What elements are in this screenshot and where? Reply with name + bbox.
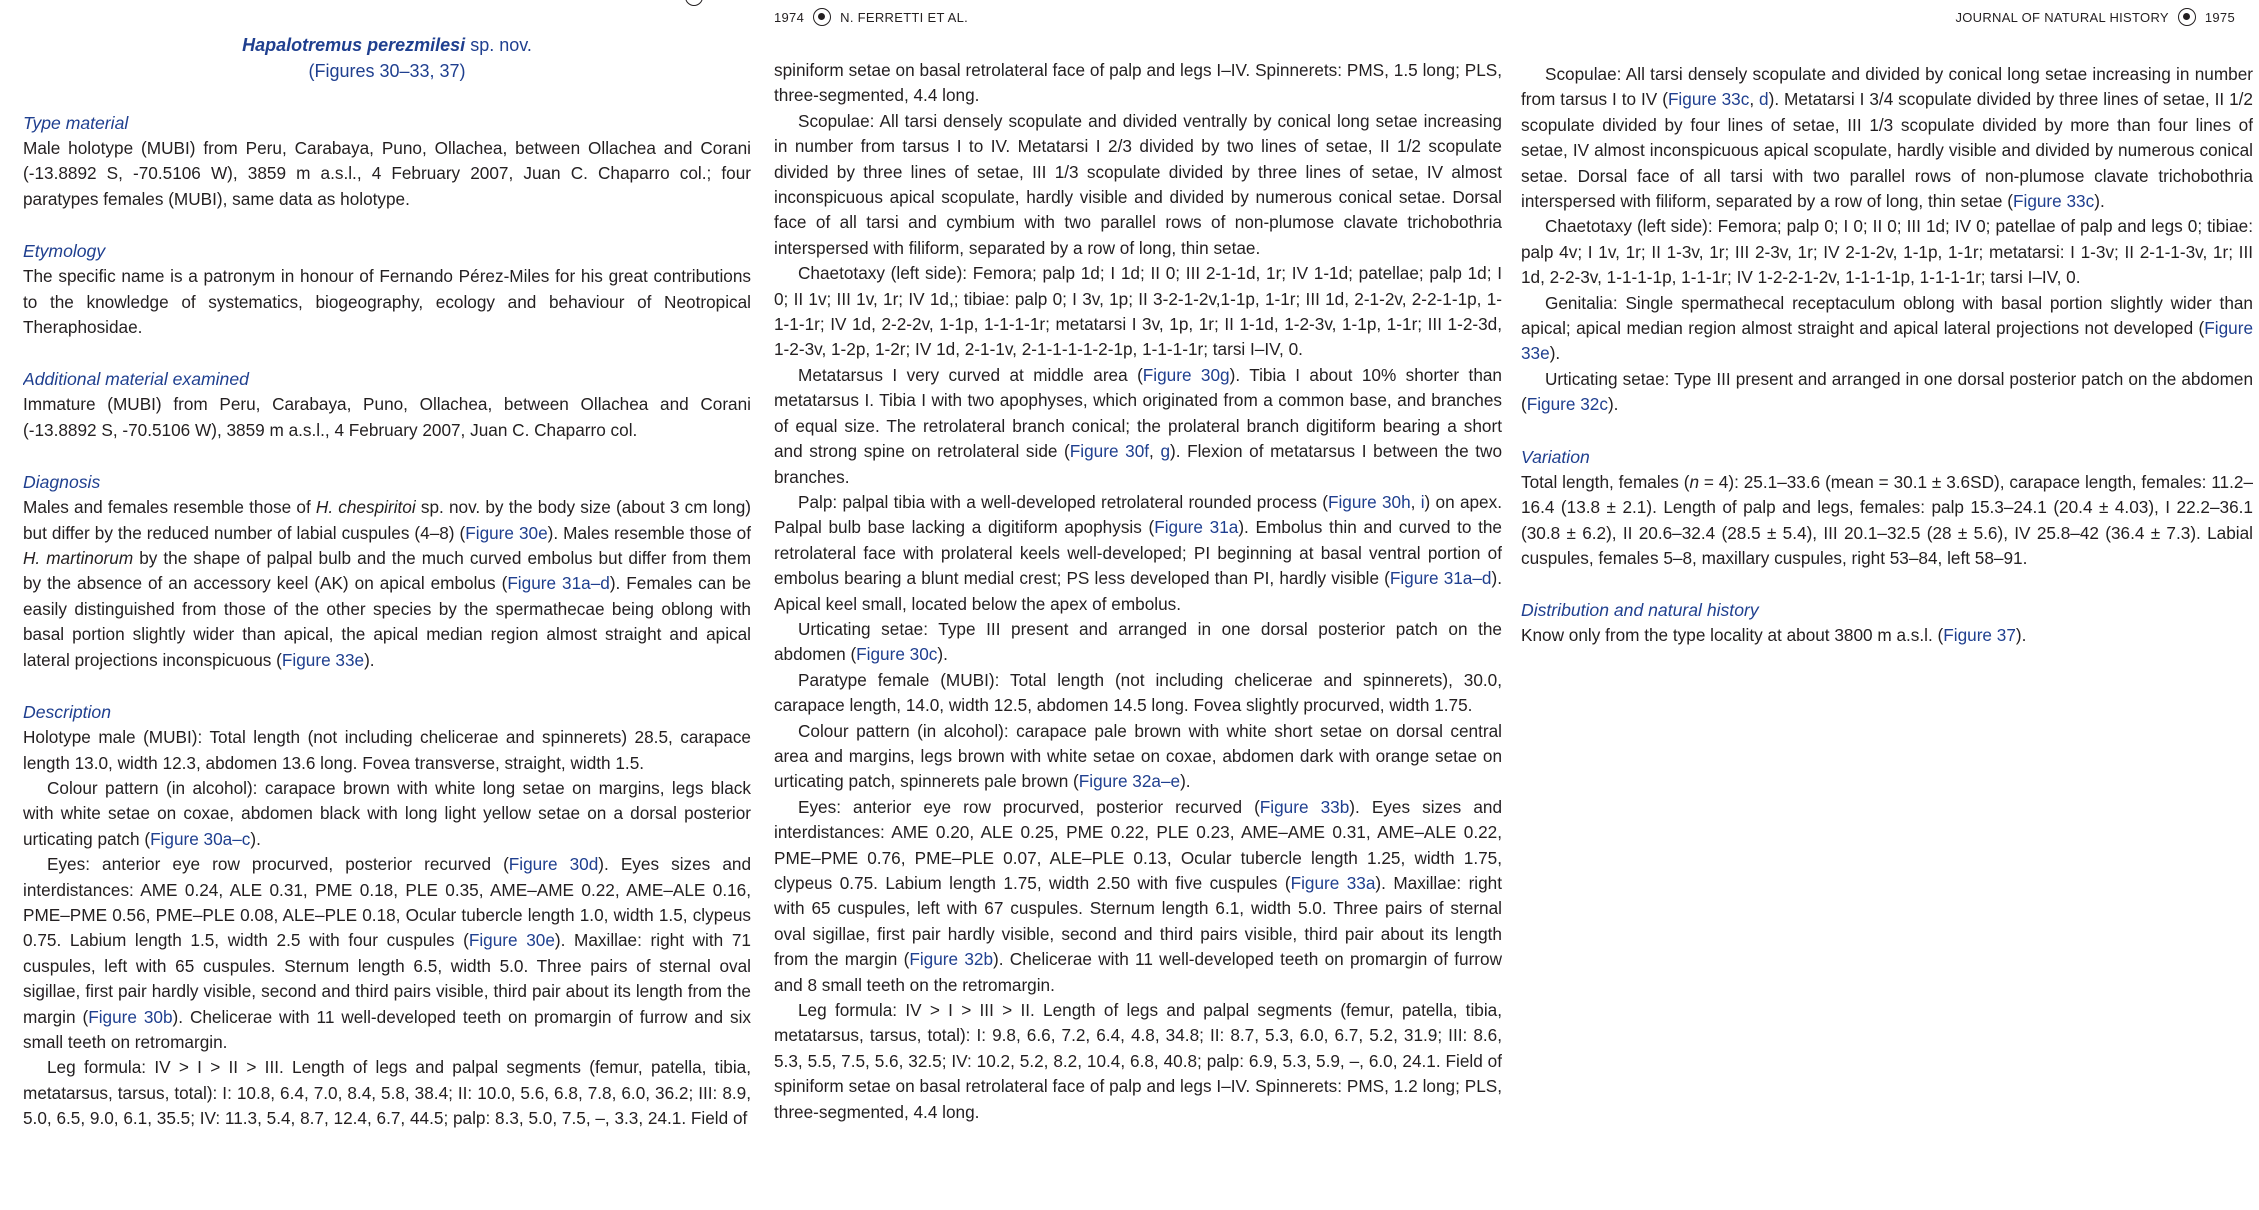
- figure-link[interactable]: Figure 32b: [909, 949, 994, 970]
- paragraph: Scopulae: All tarsi densely scopulate and divided ventrally by conical long setae increasing in number from tarsus I to IV. Metatarsi I 2/3 divided by two lines of setae, II 1/2 scopulate divided by three lines of setae, III 1/3 scopulate divided by three lines of setae, IV almost inconspicuous apical scopulate, hardly visible and divided by numerous conical setae. Dorsal face of all tarsi and cymbium with two parallel rows of non-plumose clavate trichobothria interspersed with filiform, separated by a row of long, thin setae.: [774, 110, 1502, 258]
- figure-link[interactable]: Figure 31a: [1154, 517, 1239, 538]
- paragraph: [23, 776, 751, 852]
- figure-link[interactable]: Figure 33c: [2013, 191, 2095, 212]
- figure-link[interactable]: Figure 30e: [465, 522, 548, 543]
- text-run: ). Tibia I about 10% shorter than metatarsus I. Tibia I with two apophyses, which originated from a common base, and branches of equal size. The retrolateral branch conical; the prolateral branch digitiform bearing a short and strong spine on retrolateral side (: [774, 364, 1502, 462]
- paragraph: Leg formula: IV > I > II > III. Length of legs and palpal segments (femur, patella, tibia, metatarsus, tarsus, total): I: 10.8, 6.4, 7.0, 8.4, 5.8, 38.4; II: 10.0, 5.6, 6.8, 7.8, 6.0, 36.2; III: 8.9, 5.0, 6.5, 9.0, 6.1, 35.5; IV: 11.3, 5.4, 8.7, 12.4, 6.7, 44.5; palp: 8.3, 5.0, 7.5, –, 3.3, 24.1. Field of: [23, 1057, 751, 1129]
- text-run: ). Chelicerae with 11 well-developed teeth on promargin of furrow and six small teeth on retromargin.: [23, 1006, 751, 1052]
- text-run: ). Flexion of metatarsus I between the two branches.: [774, 441, 1502, 487]
- paragraph: [23, 495, 751, 673]
- page-number-right: 1975: [2204, 9, 2235, 25]
- text-run: ,: [1149, 441, 1161, 462]
- paragraph: [1521, 470, 2253, 572]
- paragraph: Leg formula: IV > I > III > II. Length of legs and palpal segments (femur, patella, tibia, metatarsus, tarsus, total): I: 9.8, 6.6, 7.2, 6.4, 4.8, 34.8; II: 8.7, 5.3, 6.0, 6.7, 5.2, 31.9; III: 8.6, 5.3, 5.5, 7.5, 5.6, 32.5; IV: 10.2, 5.2, 8.2, 10.4, 6.8, 40.8; palp: 6.9, 5.3, 5.9, –, 6.0, 24.1. Field of spiniform setae on basal retrolateral face of palp and legs I–IV. Spinnerets: PMS, 1.2 long; PLS, three-segmented, 4.4 long.: [774, 1000, 1502, 1122]
- column-3: [1521, 0, 2253, 1210]
- text-run: Know only from the type locality at about 3800 m a.s.l. (: [1521, 625, 1944, 646]
- text-run: Urticating setae: Type III present and arranged in one dorsal posterior patch on the abdomen (: [774, 618, 1502, 665]
- species-title: [23, 32, 751, 84]
- paragraph: [1521, 291, 2253, 367]
- figure-link[interactable]: Figure 32c: [1526, 394, 1608, 415]
- paragraph: [1521, 623, 2253, 648]
- text-run: Metatarsus I very curved at middle area (: [798, 364, 1143, 385]
- text-run: ,: [1749, 89, 1760, 110]
- paragraph: Chaetotaxy (left side): Femora; palp 0; I 0; II 0; III 1d; IV 0; patellae of palp and legs 0; tibiae: palp 4v; I 1v, 1r; II 1-3v, 1r; III 2-3v, 1r; IV 2-1-2v, 1-1p, 1-1r; metatarsi: I 1-3v; II 2-1-1-3v, 1r; III 1d, 2-2-3v, 1-1-1-1p, 1-1-1r; IV 1-2-2-1-2v, 1-1-1-1p, 1-1-1-1r; tarsi I–IV, 0.: [1521, 216, 2253, 288]
- section-heading: Diagnosis: [23, 472, 101, 493]
- distribution-section: [1521, 598, 2253, 648]
- text-run: ). Eyes sizes and interdistances: AME 0.24, ALE 0.31, PME 0.18, PLE 0.35, AME–AME 0.22, AME–ALE 0.16, PME–PME 0.56, PME–PLE 0.08, ALE–PLE 0.18, Ocular tubercle length 1.0, width 1.5, clypeus 0.75. Labium length 1.5, width 2.5 with four cuspules (: [23, 854, 751, 951]
- text-run: ) on apex. Palpal bulb base lacking a digitiform apophysis (: [774, 491, 1502, 538]
- etymology-section: [23, 239, 751, 340]
- figure-link[interactable]: Figure 31a–d: [507, 573, 610, 594]
- column-1: [23, 0, 751, 1210]
- type-material-section: [23, 111, 751, 212]
- text-run: ,: [1410, 491, 1421, 512]
- figure-link[interactable]: Figure 33c: [1667, 89, 1750, 110]
- page-number-left: 1974: [774, 9, 805, 25]
- text-run: Eyes: anterior eye row procurved, posterior recurved (: [47, 854, 509, 875]
- text-run: ). Chelicerae with 11 well-developed teeth on promargin of furrow and 8 small teeth on the retromargin.: [774, 949, 1502, 995]
- species-suffix: sp. nov.: [465, 35, 532, 55]
- text-run: sp. nov. by the body size (about 3 cm long) but differ by the reduced number of labial cuspules (4–8) (: [23, 497, 751, 543]
- description-section: [23, 700, 751, 1132]
- text-run: Palp: palpal tibia with a well-developed retrolateral rounded process (: [798, 491, 1328, 512]
- text-run: ).: [1549, 343, 1561, 364]
- text-run: ). Females can be easily distinguished from those of the other species by the spermathecae being oblong with basal portion slightly wider than apical, the apical median region almost straight and apical lateral projections inconspicuous (: [23, 573, 751, 670]
- text-run: by the shape of palpal bulb and the much curved embolus but differ from them by the absence of an accessory keel (AK) on apical embolus (: [23, 548, 751, 594]
- figure-link[interactable]: Figure 30a–c: [150, 828, 251, 849]
- text-run: ). Metatarsi I 3/4 scopulate divided by three lines of setae, II 1/2 scopulate divided by four lines of setae, III 1/3 scopulate divided by more than four lines of setae, IV almost inconspicuous apical scopulate, hardly visible and divided by numerous conical setae. Dorsal face of all tarsi with two parallel rows of non-plumose clavate trichobothria interspersed with filiform, separated by a row of long, thin setae (: [1521, 89, 2253, 212]
- text-run: Scopulae: All tarsi densely scopulate and divided by conical long setae increasing in number from tarsus I to IV (: [1521, 64, 2253, 110]
- text-run: Males and females resemble those of: [23, 497, 316, 518]
- paragraph: Holotype male (MUBI): Total length (not including chelicerae and spinnerets) 28.5, carapace length 13.0, width 12.3, abdomen 13.6 long. Fovea transverse, straight, width 1.5.: [23, 727, 751, 773]
- text-run: = 4): 25.1–33.6 (mean = 30.1 ± 3.6SD), carapace length, females: 11.2–16.4 (13.8 ± 2.1). Length of palp and legs, females: palp 15.3–24.1 (20.4 ± 4.03), I 22.2–36.1 (30.8 ± 6.2), II 20.6–32.4 (28.5 ± 5.4), III 20.1–32.5 (28 ± 5.6), IV 25.8–42 (36.4 ± 7.3). Labial cuspules, females 5–8, maxillary cuspules, right 53–84, left 58–91.: [1521, 471, 2253, 568]
- text-run: ).: [1180, 771, 1191, 792]
- text-run: Colour pattern (in alcohol): carapace brown with white long setae on margins, legs black with white setae on coxae, abdomen black with long light yellow setae on a dorsal posterior urticating patch (: [23, 777, 751, 849]
- paragraph: spiniform setae on basal retrolateral face of palp and legs I–IV. Spinnerets: PMS, 1.5 long; PLS, three-segmented, 4.4 long.: [774, 60, 1502, 106]
- figures-link[interactable]: (Figures 30–33, 37): [308, 61, 466, 81]
- paragraph: Paratype female (MUBI): Total length (not including chelicerae and spinnerets), 30.0, carapace length, 14.0, width 12.5, abdomen 14.5 long. Fovea slightly procurved, width 1.75.: [774, 669, 1502, 716]
- figure-link[interactable]: Figure 37: [1943, 625, 2016, 646]
- text-run: Eyes: anterior eye row procurved, posterior recurved (: [798, 796, 1260, 817]
- figure-link[interactable]: Figure 30g: [1142, 364, 1230, 385]
- species-ref: H. chespiritoi: [315, 497, 416, 518]
- text-run: Urticating setae: Type III present and arranged in one dorsal posterior patch on the abdomen (: [1521, 368, 2253, 415]
- text-run: ). Maxillae: right with 71 cuspules, left with 65 cuspules. Sternum length 6.5, width 5.0. Three pairs of sternal oval sigillae, first pair hardly visible, second and third pairs visible, third pair about its length from the margin (: [23, 930, 751, 1027]
- variation-section: [1521, 445, 2253, 572]
- paragraph: The specific name is a patronym in honour of Fernando Pérez-Miles for his great contributions to the knowledge of systematics, biogeography, ecology and behaviour of Neotropical Theraphosidae.: [23, 266, 751, 338]
- section-heading: Variation: [1521, 446, 1590, 467]
- text-run: ). Apical keel small, located below the apex of embolus.: [774, 568, 1502, 614]
- section-heading: Distribution and natural history: [1521, 600, 1759, 621]
- paragraph: [1521, 367, 2253, 418]
- text-run: n: [1689, 471, 1700, 492]
- text-run: Genitalia: Single spermathecal receptaculum oblong with basal portion slightly wider than apical; apical median region almost straight and apical lateral projections not developed (: [1521, 292, 2253, 339]
- paragraph: Male holotype (MUBI) from Peru, Carabaya, Puno, Ollachea, between Ollachea and Corani (-13.8892 S, -70.5106 W), 3859 m a.s.l., 4 February 2007, Juan C. Chaparro col.; four paratypes females (MUBI), same data as holotype.: [23, 138, 751, 209]
- figure-link[interactable]: d: [1759, 89, 1769, 110]
- text-run: ).: [2094, 191, 2105, 212]
- figure-link[interactable]: Figure 30e: [468, 930, 555, 951]
- text-run: ).: [364, 649, 375, 670]
- text-run: ).: [937, 644, 948, 665]
- figure-link[interactable]: Figure 33e: [281, 649, 365, 670]
- text-run: ). Males resemble those of: [547, 522, 751, 543]
- figure-link[interactable]: Figure 32a–e: [1078, 771, 1181, 792]
- diagnosis-section: [23, 470, 751, 673]
- running-header-authors: N. FERRETTI ET AL.: [840, 9, 969, 25]
- paragraph: [774, 795, 1502, 998]
- text-run: ). Eyes sizes and interdistances: AME 0.20, ALE 0.25, PME 0.22, PLE 0.23, AME–AME 0.31, AME–ALE 0.22, PME–PME 0.76, PME–PLE 0.07, ALE–PLE 0.13, Ocular tubercle length 1.25, width 1.75, clypeus 0.75. Labium length 1.75, width 2.50 with five cuspules (: [774, 796, 1502, 893]
- text-run: ). Maxillae: right with 65 cuspules, left with 67 cuspules. Sternum length 6.1, width 5.0. Three pairs of sternal oval sigillae, first pair hardly visible, second and third pairs visible, third pair about its length from the margin (: [774, 873, 1502, 970]
- text-run: ).: [1607, 394, 1619, 415]
- text-run: Total length, females (: [1521, 471, 1690, 492]
- figure-link[interactable]: i: [1420, 491, 1425, 512]
- paragraph: Immature (MUBI) from Peru, Carabaya, Puno, Ollachea, between Ollachea and Corani (-13.8892 S, -70.5106 W), 3859 m a.s.l., 4 February 2007, Juan C. Chaparro col.: [23, 394, 751, 440]
- figure-link[interactable]: Figure 33b: [1259, 796, 1350, 817]
- figure-link[interactable]: Figure 31a–d: [1389, 568, 1492, 589]
- section-heading: Description: [23, 702, 112, 723]
- running-header-journal: JOURNAL OF NATURAL HISTORY: [1955, 9, 2169, 25]
- text-run: ).: [250, 828, 261, 849]
- figure-link[interactable]: Figure 30h: [1327, 491, 1411, 512]
- figure-link[interactable]: Figure 30b: [88, 1006, 173, 1027]
- text-run: ). Embolus thin and curved to the retrolateral face with prolateral keels well-developed; PI beginning at basal ventral portion of embolus bearing a blunt medial crest; PS less developed than PI, hardly visible (: [774, 517, 1502, 589]
- text-run: ).: [2015, 625, 2027, 646]
- figure-link[interactable]: Figure 33a: [1290, 873, 1376, 893]
- paragraph: [1521, 62, 2253, 214]
- text-run: Colour pattern (in alcohol): carapace pale brown with white short setae on dorsal central area and margins, legs brown with white setae on coxae, abdomen dark with orange setae on urticating patch, spinnerets pale brown (: [774, 720, 1502, 792]
- paragraph: [774, 363, 1502, 490]
- section-heading: Etymology: [23, 241, 106, 262]
- figure-link[interactable]: Figure 30d: [508, 854, 599, 875]
- paragraph: [774, 719, 1502, 795]
- species-name: Hapalotremus perezmilesi: [242, 35, 466, 55]
- figure-link[interactable]: Figure 30c: [856, 644, 938, 665]
- figure-link[interactable]: Figure 33e: [1521, 318, 2253, 364]
- section-heading: Type material: [23, 113, 129, 133]
- column-2: [774, 0, 1502, 1210]
- figure-link[interactable]: Figure 30f: [1069, 441, 1150, 462]
- paragraph: [23, 852, 751, 1055]
- section-heading: Additional material examined: [23, 369, 249, 390]
- paragraph: Chaetotaxy (left side): Femora; palp 1d; I 1d; II 0; III 2-1-1d, 1r; IV 1-1d; patellae; palp 1d; I 0; II 1v; III 1v, 1r; IV 1d,; tibiae: palp 0; I 3v, 1p; II 3-2-1-2v,1-1p, 1-1r; III 1d, 2-1-2v, 2-2-1-1p, 1-1-1-1r; IV 1d, 2-2-2v, 1-1p, 1-1-1-1r; metatarsi I 3v, 1p, 1r; II 1-1d, 1-2-3v, 1-1p, 1-1r; III 1-2-3d, 1-2-3v, 1-2p, 1-2r; IV 1d, 2-1-1v, 2-1-1-1-1-2-1p, 1-1-1-1r; tarsi I–IV, 0.: [774, 263, 1502, 360]
- figure-link[interactable]: g: [1160, 441, 1170, 462]
- species-ref: H. martinorum: [23, 548, 134, 569]
- paragraph: [774, 617, 1502, 668]
- paragraph: [774, 490, 1502, 617]
- additional-material-section: [23, 367, 751, 443]
